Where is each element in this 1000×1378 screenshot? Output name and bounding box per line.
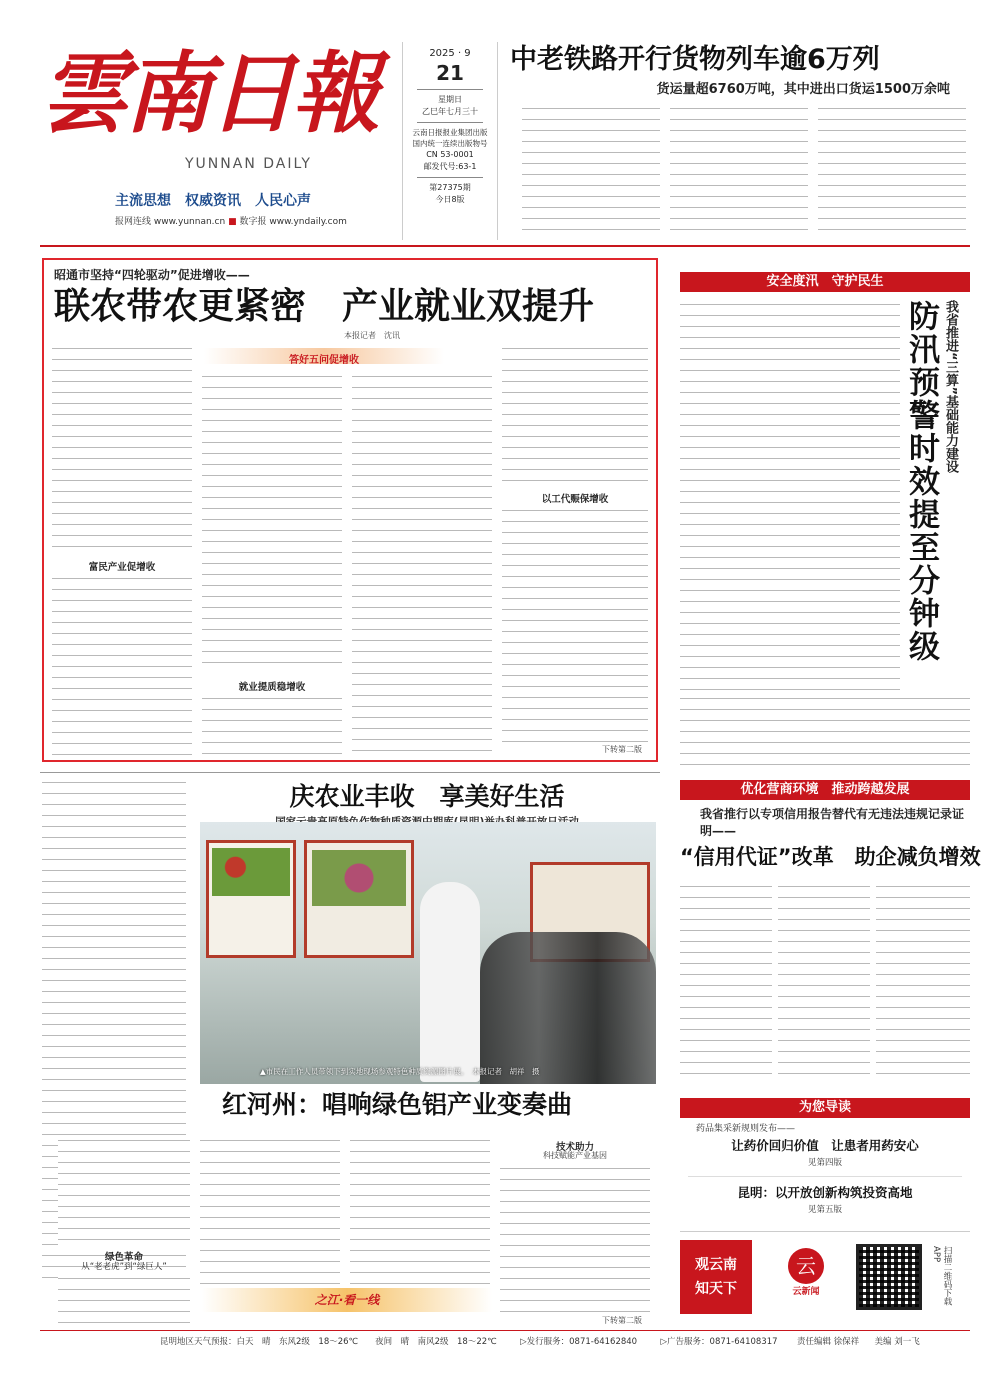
page-count: 今日8版 — [435, 195, 465, 204]
app-logo-icon: 云 — [788, 1248, 824, 1284]
lead-head-1: 富民产业促增收 — [88, 562, 156, 573]
top-story[interactable] — [510, 40, 970, 240]
distribution-phone[interactable]: ▷发行服务：0871-64162840 — [520, 1337, 638, 1347]
lead-col-1a — [52, 344, 192, 554]
slogan: 主流思想 权威资讯 人民心声 — [115, 193, 311, 209]
guide-item-1-title[interactable]: 让药价回归价值 让患者用药安心 — [731, 1138, 919, 1153]
lunar-date: 乙巳年七月三十 — [422, 107, 478, 116]
honghe-title: 红河州：唱响绿色铝产业变奏曲 — [222, 1090, 573, 1119]
honghe-banner: 之江·看一线 — [202, 1288, 492, 1312]
guide-box — [680, 1122, 970, 1232]
qr-label: 扫描二维码下载APP — [931, 1246, 952, 1306]
lead-kicker: 昭通市坚持“四轮驱动”促进增收—— — [54, 268, 250, 282]
lead-story[interactable] — [42, 258, 658, 762]
app-logo: 云 云新闻 — [764, 1248, 848, 1308]
app-slogan: 观云南 知天下 — [680, 1240, 752, 1314]
postal-code: 邮发代号:63-1 — [423, 162, 477, 171]
top-story-body-3 — [818, 104, 966, 238]
issue-info — [402, 42, 498, 240]
photo-caption: ▲市民在工作人员带领下到实地现场参观特色种质资源图片展。 本报记者 胡祥 摄 — [260, 1067, 540, 1076]
honghe-col-1b — [58, 1274, 190, 1324]
guide-item-1-page[interactable]: 见第四版 — [807, 1158, 842, 1168]
section-divider — [40, 772, 660, 773]
lead-title: 联农带农更紧密 产业就业双提升 — [54, 286, 595, 327]
honghe-col-2 — [200, 1136, 340, 1286]
lead-banner: 答好五问促增收 — [204, 348, 444, 364]
top-story-body-1 — [522, 104, 660, 238]
honghe-continue[interactable]: 下转第二版 — [602, 1316, 642, 1325]
exhibit-photo-flowers — [312, 850, 406, 906]
cn-number: CN 53-0001 — [426, 150, 474, 159]
visitor-group — [480, 932, 656, 1084]
honghe-col-4 — [500, 1164, 650, 1314]
exhibit-photo-fruit — [212, 848, 290, 896]
guide-item-2-title[interactable]: 昆明：以开放创新构筑投资高地 — [737, 1185, 913, 1200]
flood-story[interactable] — [680, 296, 970, 766]
harvest-title: 庆农业丰收 享美好生活 — [289, 782, 565, 811]
masthead-rule — [40, 245, 970, 247]
digital-paper-link[interactable]: www.yndaily.com — [269, 217, 347, 227]
lead-col-3 — [352, 372, 492, 756]
guide-item-1-kicker: 药品集采新规则发布—— — [696, 1124, 796, 1134]
business-title: “信用代证”改革 助企减负增效 — [680, 845, 981, 869]
lead-col-4b — [502, 506, 648, 742]
honghe-head-2: 技术助力 — [555, 1142, 594, 1153]
honghe-head-1: 绿色革命 — [104, 1252, 143, 1263]
issue-number: 第27375期 — [429, 183, 471, 192]
lead-head-2: 就业提质稳增收 — [238, 682, 306, 693]
guide-ribbon: 为您导读 — [680, 1098, 970, 1118]
footer-rule — [40, 1330, 970, 1331]
business-body-1 — [680, 882, 772, 1082]
logo-english: YUNNAN DAILY — [185, 156, 312, 172]
flood-body-1 — [680, 300, 900, 690]
flood-ribbon: 安全度汛 守护民生 — [680, 272, 970, 292]
guide-person — [420, 882, 480, 1082]
top-story-subtitle: 货运量超6760万吨，其中进出口货运1500万余吨 — [656, 82, 950, 97]
honghe-story[interactable] — [42, 1088, 658, 1328]
serial-label: 国内统一连续出版物号 — [412, 139, 488, 148]
lead-col-2b — [202, 694, 342, 756]
lead-byline: 本报记者 沈讯 — [344, 331, 400, 340]
flood-title: 防汛预警时效提至分钟级 — [903, 300, 939, 663]
honghe-col-1a — [58, 1136, 190, 1246]
business-kicker: 我省推行以专项信用报告替代有无违法违规记录证明—— — [700, 807, 965, 838]
website-line: 报网连线 www.yunnan.cn ■ 数字报 www.yndaily.com — [115, 217, 347, 227]
advertising-phone[interactable]: ▷广告服务：0871-64108317 — [660, 1337, 778, 1347]
business-story[interactable] — [680, 806, 981, 1086]
weekday: 星期日 — [438, 95, 462, 104]
honghe-head-2-sub: 科技赋能产业基因 — [543, 1151, 607, 1160]
lead-col-2a — [202, 372, 342, 672]
lead-continue[interactable]: 下转第二版 — [602, 745, 642, 754]
qr-code-icon[interactable] — [856, 1244, 922, 1310]
weather-forecast: 昆明地区天气预报：白天 晴 东风2级 18～26℃ 夜间 晴 南风2级 18～22℃ — [160, 1337, 497, 1347]
business-ribbon: 优化营商环境 推动跨越发展 — [680, 780, 970, 800]
lead-head-3: 以工代赈保增收 — [541, 494, 609, 505]
top-story-body-2 — [670, 104, 808, 238]
harvest-photo[interactable] — [200, 822, 656, 1084]
responsible-editor: 责任编辑 徐保祥 — [796, 1337, 860, 1347]
flood-body-2 — [680, 694, 970, 766]
business-body-3 — [876, 882, 970, 1082]
lead-col-1b — [52, 574, 192, 756]
honghe-col-3 — [350, 1136, 490, 1286]
masthead — [40, 28, 400, 238]
newspaper-logo: 雲南日報 — [40, 41, 377, 145]
app-promo[interactable] — [680, 1240, 970, 1318]
art-editor: 美编 刘一飞 — [874, 1337, 920, 1347]
business-body-2 — [778, 882, 870, 1082]
publisher: 云南日报报业集团出版 — [412, 128, 488, 137]
top-story-title: 中老铁路开行货物列车逾6万列 — [510, 44, 880, 75]
lead-col-4a — [502, 344, 648, 484]
flood-side-kicker: 我省推进“三算”基础能力建设 — [943, 300, 958, 474]
guide-item-2-page[interactable]: 见第五版 — [807, 1205, 842, 1215]
digital-icon: ■ — [228, 217, 237, 227]
honghe-head-1-sub: 从“老老虎”到“绿巨人” — [81, 1262, 167, 1272]
date-day: 21 — [436, 61, 464, 85]
website-link[interactable]: www.yunnan.cn — [153, 217, 226, 227]
footer-bar — [160, 1335, 960, 1351]
date-year-month: 2025 · 9 — [429, 48, 471, 59]
